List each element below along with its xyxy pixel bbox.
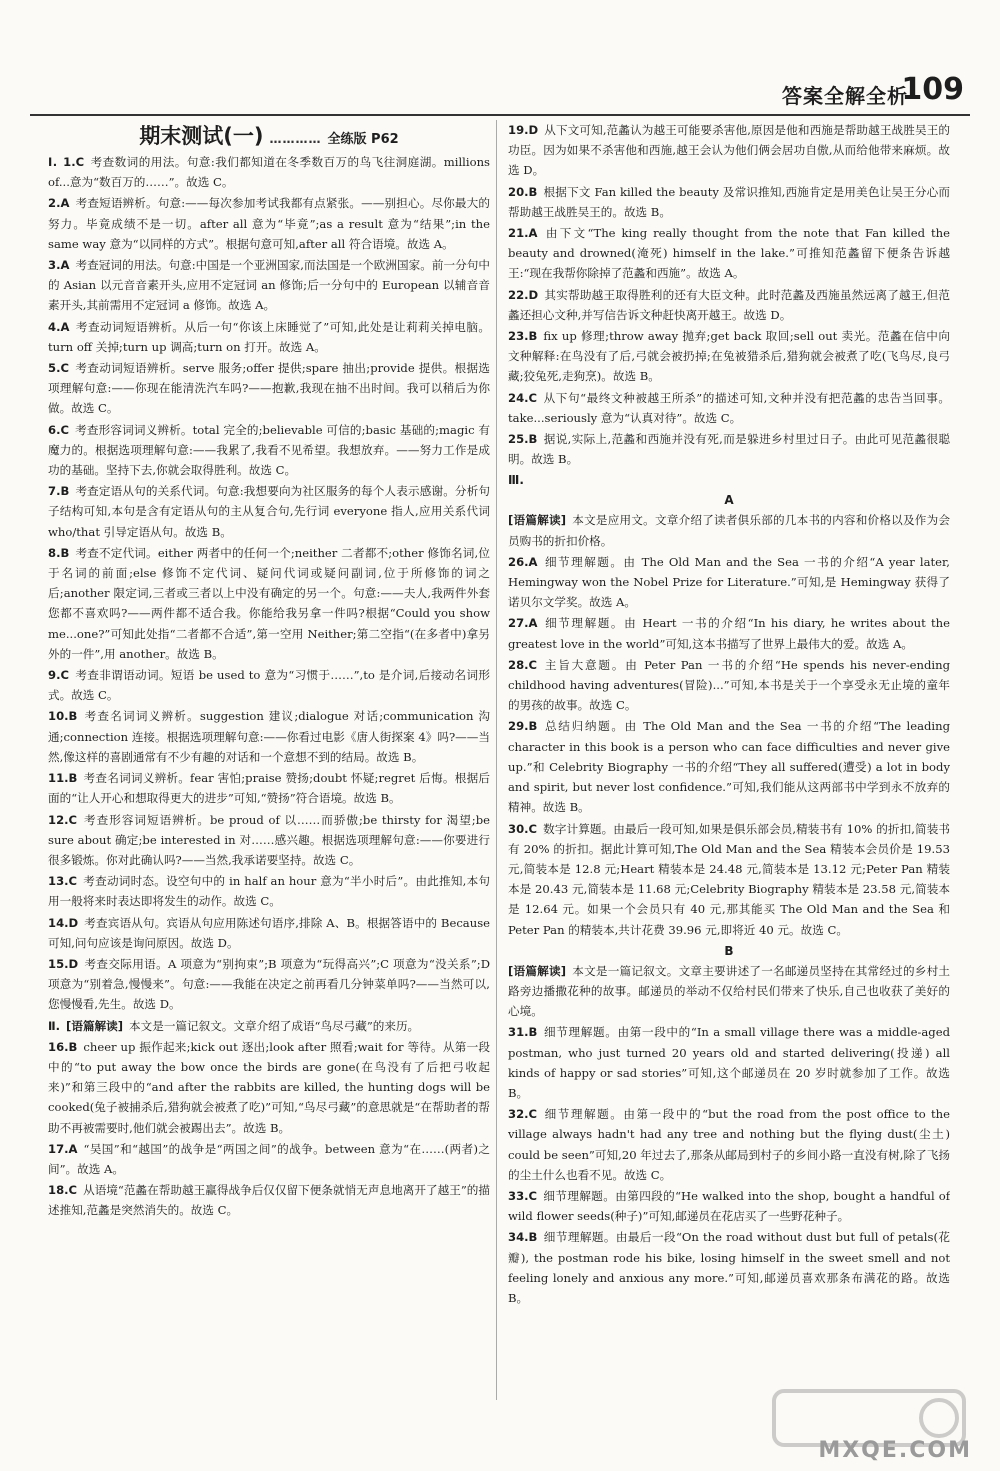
answer-number: 2.A	[48, 196, 70, 211]
answer-item	[508, 716, 950, 817]
answer-number: 7.B	[48, 484, 70, 499]
answer-item	[48, 152, 490, 192]
answer-item	[508, 1227, 950, 1308]
answer-number: 14.D	[48, 915, 79, 930]
answer-number: 34.B	[508, 1230, 538, 1245]
answer-item	[48, 255, 490, 316]
answer-explanation: 考查形容词词义辨析。total 完全的;believable 可信的;basic 基础的;magic 有魔力的。根据选项理解句意:——我累了,我看不见希望。我想放弃。——努力工作是成功的基础。坚持下去,你就会取得胜利。故选 C。	[48, 422, 490, 478]
answer-item	[48, 1180, 490, 1220]
answer-number: 1.C	[63, 155, 85, 169]
answer-explanation: 考查数词的用法。句意:我们都知道在冬季数百万的鸟飞往洞庭湖。millions of...意为“数百万的……”。故选 C。	[48, 155, 490, 190]
answer-number: 4.A	[48, 319, 70, 334]
answer-number: 10.B	[48, 709, 78, 724]
answer-item	[48, 543, 490, 664]
answer-item	[48, 768, 490, 808]
header-rule	[30, 114, 970, 116]
page-header	[0, 0, 1000, 112]
answer-item	[508, 1186, 950, 1226]
answer-number: 6.C	[48, 422, 69, 437]
answer-explanation: 细节理解题。由第一段中的“In a small village there was a middle-aged postman, who just turned 20 years old and started delivering(投递) all kinds of happy or sad stories”可知,这个邮递员在 20 岁时就参加了工作。故选 B。	[508, 1025, 950, 1100]
answer-number: 20.B	[508, 184, 538, 199]
part-a-label: A	[724, 493, 734, 508]
answer-number: 28.C	[508, 657, 538, 672]
right-items-a	[508, 552, 950, 940]
answer-number: 19.D	[508, 123, 539, 137]
answer-number: 3.A	[48, 258, 70, 273]
section-2-intro	[48, 1016, 490, 1036]
answer-explanation: 从下文可知,范蠡认为越王可能要杀害他,原因是他和西施是帮助越王战胜吴王的功臣。因为如果不杀害他和西施,越王会认为他们俩会居功自傲,从而给他带来麻烦。故选 D。	[508, 123, 950, 178]
test-title	[48, 120, 490, 150]
answer-item	[508, 552, 950, 613]
left-items-1	[48, 152, 490, 1015]
answer-item	[508, 429, 950, 469]
answer-item	[508, 120, 950, 181]
section-2-text: 本文是一篇记叙文。文章介绍了成语“鸟尽弓藏”的来历。	[129, 1018, 420, 1033]
answer-item	[48, 1037, 490, 1138]
answer-number: 26.A	[508, 554, 538, 569]
answer-explanation: 根据下文 Fan killed the beauty 及常识推知,西施肯定是用美色让吴王分心而帮助越王战胜吴王的。故选 B。	[508, 184, 950, 219]
answer-explanation: 考查宾语从句。宾语从句应用陈述句语序,排除 A、B。根据答语中的 Because 可知,问句应该是询问原因。故选 D。	[48, 915, 490, 950]
answer-explanation: 考查形容词短语辨析。be proud of 以……而骄傲;be thirsty for 渴望;be sure about 确定;be interested in 对……感兴趣。根据选项理解句意:——你要进行很多锻炼。你对此确认吗?——当然,我承诺要坚持。故选 C。	[48, 812, 490, 867]
answer-explanation: 其实帮助越王取得胜利的还有大臣文种。此时范蠡及西施虽然远离了越王,但范蠡还担心文种,并写信告诉文种赶快离开越王。故选 D。	[508, 287, 950, 322]
answer-item	[48, 481, 490, 542]
answer-explanation: 考查冠词的用法。句意:中国是一个亚洲国家,而法国是一个欧洲国家。前一分句中的 Asian 以元音音素开头,应用不定冠词 an 修饰;后一分句中的 European 以辅音音素开头,其前需用不定冠词 a 修饰。故选 A。	[48, 258, 490, 313]
answer-number: 23.B	[508, 329, 538, 344]
answer-number: 33.C	[508, 1188, 538, 1203]
answer-explanation: 考查交际用语。A 项意为“别拘束”;B 项意为“玩得高兴”;C 项意为“没关系”;D 项意为“别着急,慢慢来”。句意:——我能在决定之前再看几分钟菜单吗?——当然可以,您慢慢看,先生。故选 D。	[48, 956, 490, 1012]
answer-explanation: 主旨大意题。由 Peter Pan 一书的介绍“He spends his never-ending childhood having adventures(冒险)...”可知,本书是关于一个享受永无止境的童年的男孩的故事。故选 C。	[508, 657, 950, 713]
section-2-tag: [语篇解读]	[66, 1018, 124, 1033]
answer-explanation: cheer up 振作起来;kick out 逐出;look after 照看;wait for 等待。从第一段中的“to put away the bow once the birds are gone(在鸟没有了后把弓收起来)”和第三段中的“and after the rabbits are killed, the hunting dogs will be cooked(兔子被捕杀后,猎狗就会被煮了吃)”可知,“鸟尽弓藏”的意思就是“在帮助者的帮助不再被需要时,他们就会被踢出去”。故选 B。	[48, 1039, 490, 1135]
section-2-label: Ⅱ.	[48, 1018, 61, 1033]
answer-item	[48, 706, 490, 767]
answer-number: 15.D	[48, 956, 79, 971]
answer-explanation: 从语境“范蠡在帮助越王赢得战争后仅仅留下便条就悄无声息地离开了越王”的描述推知,范蠡是突然消失的。故选 C。	[48, 1183, 490, 1218]
test-title-main: 期末测试(一)	[139, 124, 264, 148]
answer-explanation: 考查动词短语辨析。serve 服务;offer 提供;spare 抽出;provide 提供。根据选项理解句意:——你现在能清洗汽车吗?——抱歉,我现在抽不出时间。我可以稍后为你做。故选 C。	[48, 361, 490, 416]
part-b-tag: [语篇解读]	[508, 963, 567, 978]
answer-number: 22.D	[508, 287, 539, 302]
answer-explanation: 考查名词词义辨析。fear 害怕;praise 赞扬;doubt 怀疑;regret 后悔。根据后面的“让人开心和想取得更大的进步”可知,“赞扬”符合语境。故选 B。	[48, 771, 490, 806]
answer-explanation: 据说,实际上,范蠡和西施并没有死,而是躲进乡村里过日子。由此可见范蠡很聪明。故选 B。	[508, 432, 950, 467]
answer-item	[48, 954, 490, 1015]
answer-number: 8.B	[48, 545, 70, 560]
column-divider	[496, 120, 497, 1400]
answer-explanation: 考查短语辨析。句意:——每次参加考试我都有点紧张。——别担心。尽你最大的努力。毕竟成绩不是一切。after all 意为“毕竟”;as a result 意为“结果”;in the same way 意为“以同样的方式”。根据句意可知,after all 符合语境。故选 A。	[48, 196, 490, 251]
section-3-label: Ⅲ.	[508, 473, 524, 488]
answer-item	[508, 285, 950, 325]
answer-item	[48, 665, 490, 705]
answer-number: 24.C	[508, 390, 538, 405]
part-a-tag: [语篇解读]	[508, 513, 567, 528]
answer-explanation: 细节理解题。由 The Old Man and the Sea 一书的介绍“A year later, Hemingway won the Nobel Prize for Literature.”可知,是 Hemingway 获得了诺贝尔文学奖。故选 A。	[508, 554, 950, 610]
answer-explanation: 从下句“最终文种被越王所杀”的描述可知,文种并没有把范蠡的忠告当回事。take...seriously 意为“认真对待”。故选 C。	[508, 390, 950, 425]
watermark-text: MXQE.COM	[818, 1438, 972, 1463]
answer-item	[508, 1022, 950, 1103]
answer-item	[48, 871, 490, 911]
part-b-intro	[508, 961, 950, 1022]
answer-explanation: fix up 修理;throw away 抛弃;get back 取回;sell out 卖光。范蠡在信中向文种解释:在鸟没有了后,弓就会被扔掉;在兔被猎杀后,猎狗就会被煮了吃(飞鸟尽,良弓藏;狡兔死,走狗烹)。故选 B。	[508, 329, 950, 384]
answer-explanation: “吴国”和“越国”的战争是“两国之间”的战争。between 意为“在……(两者)之间”。故选 A。	[48, 1141, 490, 1176]
right-items-1	[508, 120, 950, 469]
answer-number: 29.B	[508, 719, 538, 734]
answer-number: 18.C	[48, 1183, 78, 1198]
answer-item	[508, 819, 950, 940]
answer-item	[508, 182, 950, 222]
part-b-label: B	[724, 943, 734, 958]
answer-item	[508, 223, 950, 284]
answer-item	[508, 655, 950, 716]
answer-explanation: 细节理解题。由第四段的“He walked into the shop, bought a handful of wild flower seeds(种子)”可知,邮递员在花店买了一些野花种子。	[508, 1188, 950, 1224]
answer-explanation: 考查动词时态。设空句中的 in half an hour 意为“半小时后”。由此推知,本句用一般将来时表达即将发生的动作。故选 C。	[48, 874, 490, 909]
answer-number: 30.C	[508, 821, 538, 836]
answer-explanation: 数字计算题。由最后一段可知,如果是俱乐部会员,精装书有 10% 的折扣,简装书有 20% 的折扣。据此计算可知,The Old Man and the Sea 精装本会员价是 19.53 元,简装本是 12.8 元;Heart 精装本是 24.48 元,简装本是 13.12 元;Peter Pan 精装本是 20.43 元,简装本是 11.68 元;Celebrity Biography 精装本是 23.58 元,简装本是 12.64 元。如果一个会员只有 40 元,那其能买 The Old Man and the Sea 和 Peter Pan 的精装本,共计花费 39.96 元,即将近 40 元。故选 C。	[508, 821, 950, 937]
part-a-intro	[508, 510, 950, 550]
part-b-text: 本文是一篇记叙文。文章主要讲述了一名邮递员坚持在其常经过的乡村土路旁边播撒花种的故事。邮递员的举动不仅给村民们带来了快乐,自己也收获了美好的心境。	[508, 963, 950, 1019]
answer-explanation: 考查定语从句的关系代词。句意:我想要向为社区服务的每个人表示感谢。分析句子结构可知,本句是含有定语从句的主从复合句,先行词 everyone 指人,应用关系代词 who/that 引导定语从句。故选 B。	[48, 484, 490, 539]
test-title-ref: 全练版 P62	[327, 132, 399, 147]
answer-item	[48, 193, 490, 254]
answer-number: 27.A	[508, 616, 538, 631]
answer-item	[508, 1104, 950, 1185]
right-column	[508, 120, 950, 1410]
answer-number: 21.A	[508, 226, 538, 241]
answer-explanation: 由下文“The king really thought from the note that Fan killed the beauty and drowned(淹死) himself in the lake.”可推知范蠡留下便条告诉越王:“现在我帮你除掉了范蠡和西施”。故选 A。	[508, 226, 950, 281]
answer-explanation: 细节理解题。由最后一段“On the road without dust but full of petals(花瓣), the postman rode his bike, losing himself in the sweet smell and not feeling lonely and anxious any more.”可知,邮递员喜欢那条布满花的路。故选 B。	[508, 1230, 950, 1305]
page-number: 109	[901, 72, 964, 107]
answer-item	[48, 1139, 490, 1179]
answer-item	[48, 317, 490, 357]
right-items-b	[508, 1022, 950, 1308]
answer-number: 31.B	[508, 1025, 538, 1040]
left-items-2	[48, 1037, 490, 1221]
part-a-text: 本文是应用文。文章介绍了读者俱乐部的几本书的内容和价格以及作为会员购书的折扣价格。	[508, 513, 950, 548]
answer-item	[508, 388, 950, 428]
answer-number: 13.C	[48, 874, 78, 889]
answer-explanation: 细节理解题。由第一段中的“but the road from the post office to the village always hadn't had any tree and nothing but the flying dust(尘土) could be seen”可知,20 年过去了,那条从邮局到村子的乡间小路一直没有树,除了飞扬的尘土什么也看不见。故选 C。	[508, 1107, 950, 1182]
answer-number: 5.C	[48, 361, 69, 376]
answer-item	[48, 913, 490, 953]
answer-item	[508, 613, 950, 653]
left-column	[48, 120, 490, 1410]
answer-explanation: 考查动词短语辨析。从后一句“你该上床睡觉了”可知,此处是让莉莉关掉电脑。turn off 关掉;turn up 调高;turn on 打开。故选 A。	[48, 319, 490, 354]
answer-item	[48, 358, 490, 419]
answer-explanation: 细节理解题。由 Heart 一书的介绍“In his diary, he writes about the greatest love in the world”可知,这本书描写了世界上最伟大的爱。故选 A。	[508, 616, 950, 651]
answer-number: 16.B	[48, 1039, 78, 1054]
answer-item	[48, 420, 490, 481]
answer-number: 25.B	[508, 432, 538, 447]
answer-number: 11.B	[48, 771, 78, 786]
test-title-dots: …………	[269, 132, 322, 146]
answer-item	[48, 810, 490, 871]
answer-number: 17.A	[48, 1141, 78, 1156]
answer-item	[508, 326, 950, 387]
answer-explanation: 考查非谓语动词。短语 be used to 意为“习惯于……”,to 是介词,后接动名词形式。故选 C。	[48, 668, 490, 703]
answer-explanation: 考查名词词义辨析。suggestion 建议;dialogue 对话;communication 沟通;connection 连接。根据选项理解句意:——你看过电影《唐人街探案 4》吗?——当然,像这样的喜剧通常有不少有趣的对话和一个意想不到的结局。故选 B。	[48, 709, 490, 764]
answer-number: 32.C	[508, 1107, 538, 1122]
answer-explanation: 考查不定代词。either 两者中的任何一个;neither 二者都不;other 修饰名词,位于名词的前面;else 修饰不定代词、疑问代词或疑问副词,位于所修饰的词之后;another 限定词,三者或三者以上中没有确定的另一个。句意:——夫人,我两件外套您都不喜欢吗?——两件都不适合我。你能给我另拿一件吗?根据“Could you show me...one?”可知此处指“二者都不合适”,第一空用 Neither;第二空指“(在多者中)拿另外的一件”,用 another。故选 B。	[48, 545, 490, 661]
section-1-label: Ⅰ.	[48, 155, 58, 169]
answer-explanation: 总结归纳题。由 The Old Man and the Sea 一书的介绍“The leading character in this book is a person who can face difficulties and never give up.”和 Celebrity Biography 一书的介绍“They all suffered(遭受) a lot in body and spirit, but never lost confidence.”可知,我们能从这两部书中学到永不放弃的精神。故选 B。	[508, 719, 950, 815]
answer-number: 9.C	[48, 668, 69, 683]
answer-number: 12.C	[48, 812, 78, 827]
header-title: 答案全解全析	[782, 84, 908, 108]
